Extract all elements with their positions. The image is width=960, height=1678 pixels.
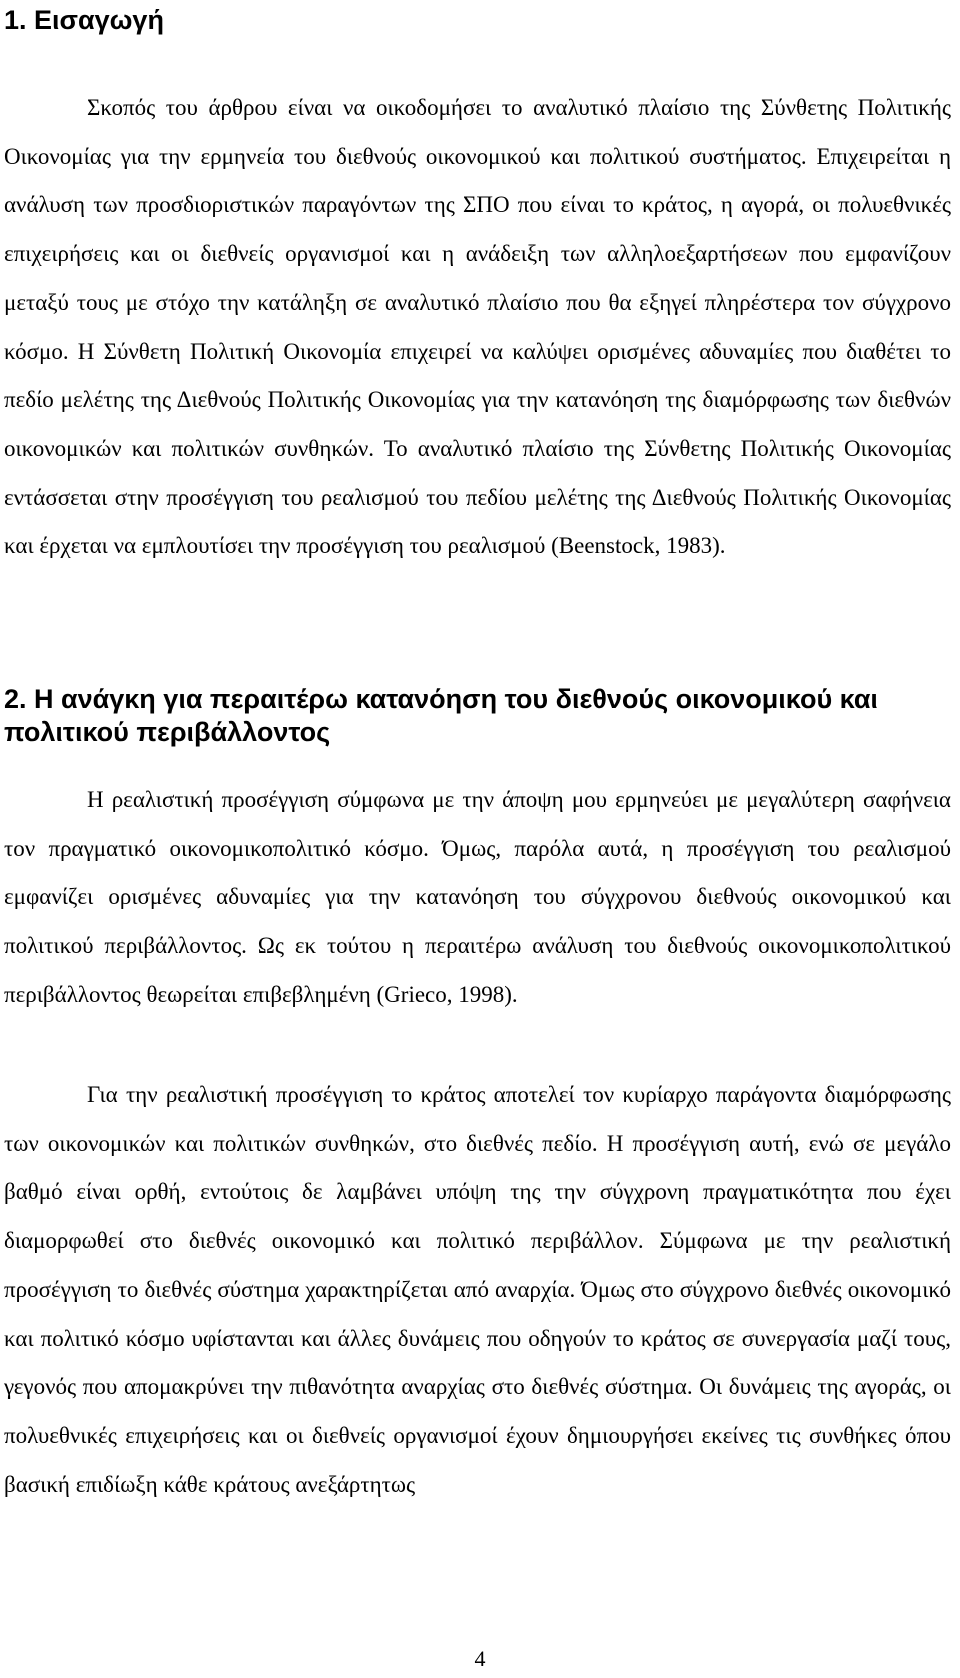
page-number: 4 [474,1646,486,1671]
realist-approach-paragraph: Η ρεαλιστική προσέγγιση σύμφωνα με την άποψη μου ερμηνεύει με μεγαλύτερη σαφήνεια τον πραγματικό οικονομικοπολιτικό κόσμο. Όμως, παρόλα αυτά, η προσέγγιση του ρεαλισμού εμφανίζει ορισμένες αδυναμίες για την κατανόηση του σύγχρονου διεθνούς οικονομικού και πολιτικού περιβάλλοντος. Ως εκ τούτου η περαιτέρω ανάλυση του διεθνούς οικονομικοπολιτικού περιβάλλοντος θεωρείται επιβεβλημένη (Grieco, 1998). [4,787,951,1007]
introduction-paragraph: Σκοπός του άρθρου είναι να οικοδομήσει το αναλυτικό πλαίσιο της Σύνθετης Πολιτικής Οικονομίας για την ερμηνεία του διεθνούς οικονομικού και πολιτικού συστήματος. Επιχειρείται η ανάλυση των προσδιοριστικών παραγόντων της ΣΠΟ που είναι το κράτος, η αγορά, οι πολυεθνικές επιχειρήσεις και οι διεθνείς οργανισμοί και η ανάδειξη των αλληλοεξαρτήσεων που εμφανίζουν μεταξύ τους με στόχο την κατάληξη σε αναλυτικό πλαίσιο που θα εξηγεί πληρέστερα τον σύγχρονο κόσμο. Η Σύνθετη Πολιτική Οικονομία επιχειρεί να καλύψει ορισμένες αδυναμίες που διαθέτει το πεδίο μελέτης της Διεθνούς Πολιτικής Οικονομίας για την κατανόηση της διαμόρφωσης των διεθνών οικονομικών και πολιτικών συνθηκών. Το αναλυτικό πλαίσιο της Σύνθετης Πολιτικής Οικονομίας εντάσσεται στην προσέγγιση του ρεαλισμού του πεδίου μελέτης της Διεθνούς Πολιτικής Οικονομίας και έρχεται να εμπλουτίσει την προσέγγιση του ρεαλισμού (Beenstock, 1983). [4,95,951,559]
state-role-paragraph: Για την ρεαλιστική προσέγγιση το κράτος αποτελεί τον κυρίαρχο παράγοντα διαμόρφωσης των οικονομικών και πολιτικών συνθηκών, στο διεθνές πεδίο. Η προσέγγιση αυτή, ενώ σε μεγάλο βαθμό είναι ορθή, εντούτοις δε λαμβάνει υπόψη της την σύγχρονη πραγματικότητα που έχει διαμορφωθεί στο διεθνές οικονομικό και πολιτικό περιβάλλον. Σύμφωνα με την ρεαλιστική προσέγγιση το διεθνές σύστημα χαρακτηρίζεται από αναρχία. Όμως στο σύγχρονο διεθνές οικονομικό και πολιτικό κόσμο υφίστανται και άλλες δυνάμεις που οδηγούν το κράτος σε συνεργασία μαζί τους, γεγονός που απομακρύνει την πιθανότητα αναρχίας στο διεθνές σύστημα. Οι δυνάμεις της αγοράς, οι πολυεθνικές επιχειρήσεις και οι διεθνείς οργανισμοί έχουν δημιουργήσει εκείνες τις συνθήκες όπου βασική επιδίωξη κάθε κράτους ανεξάρτητως [4,1082,951,1497]
section-heading-need-for-understanding: 2. Η ανάγκη για περαιτέρω κατανόηση του διεθνούς οικονομικού και πολιτικού περιβάλλοντος [4,684,878,747]
section-heading-introduction: 1. Εισαγωγή [4,5,164,35]
